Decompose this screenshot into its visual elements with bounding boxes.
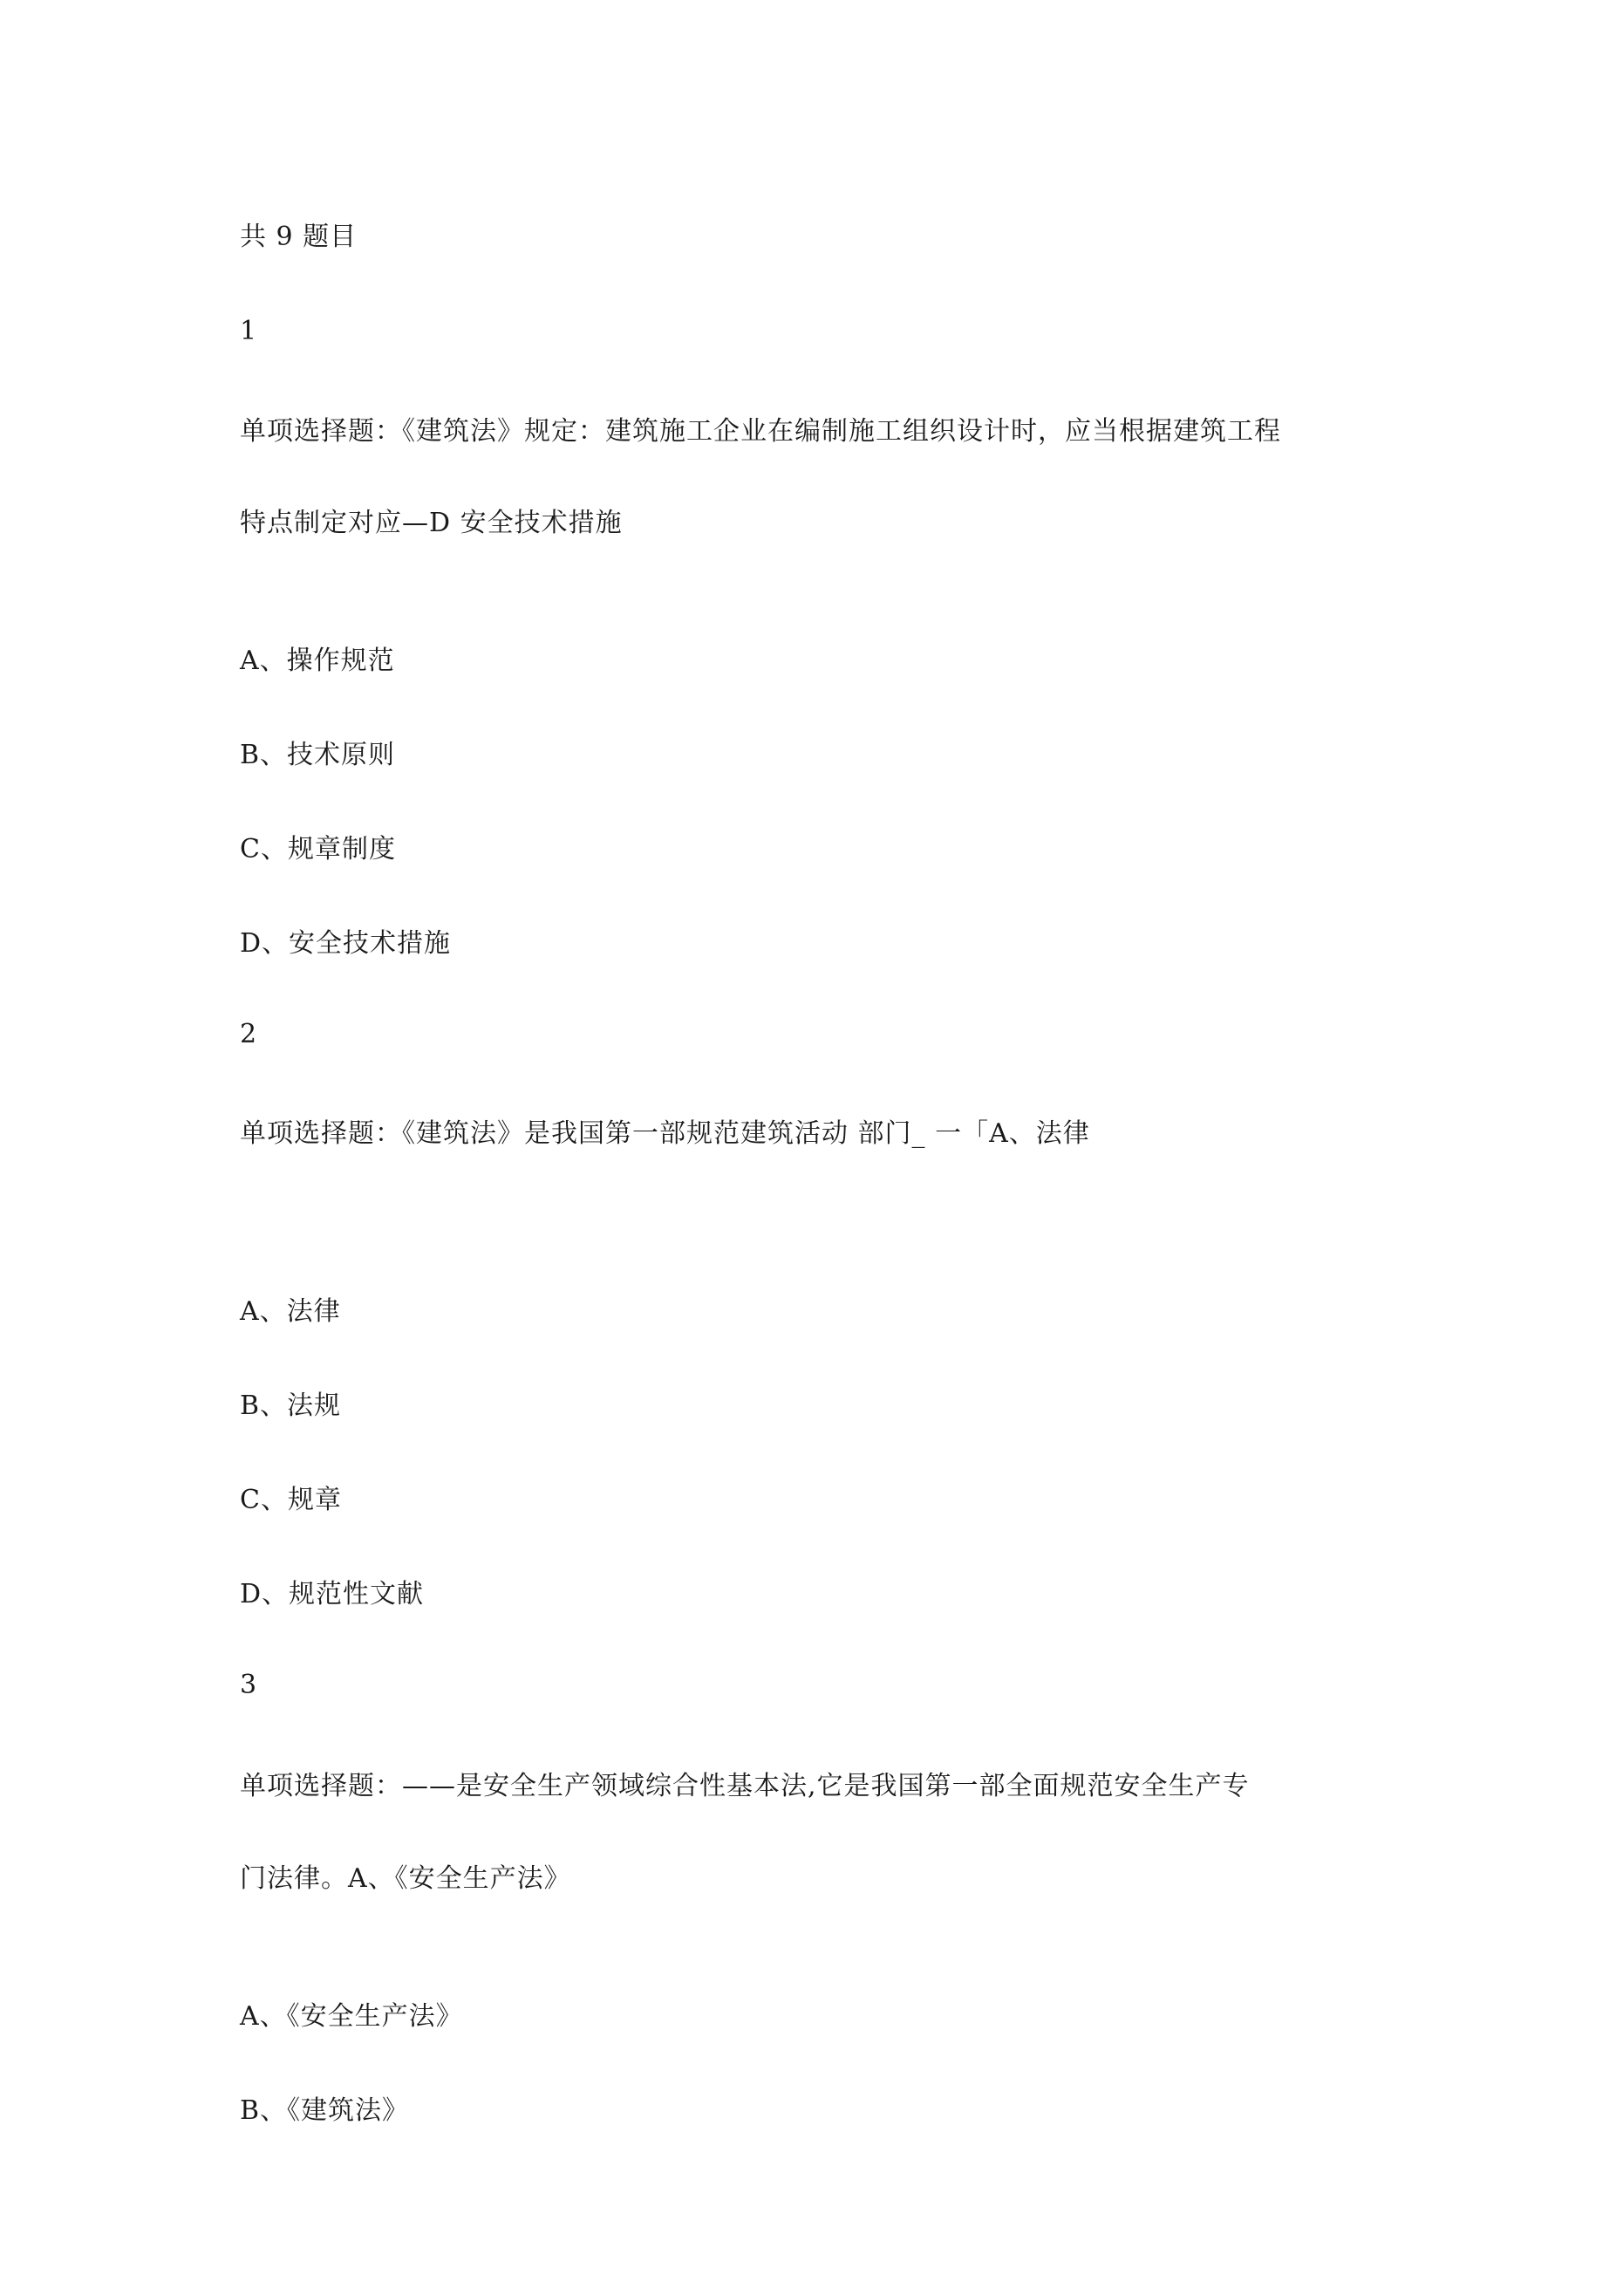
answer-option: D、规范性文献 xyxy=(240,1579,425,1609)
answer-option: B、《建筑法》 xyxy=(240,2095,410,2126)
answer-option: D、安全技术措施 xyxy=(240,928,452,959)
answer-option: C、规章制度 xyxy=(240,834,396,864)
answer-option: B、技术原则 xyxy=(240,740,396,770)
question-count: 共 9 题目 xyxy=(240,222,358,252)
answer-option: B、法规 xyxy=(240,1391,342,1421)
answer-option: A、操作规范 xyxy=(240,646,395,676)
answer-option: C、规章 xyxy=(240,1485,342,1515)
question-stem-line: 单项选择题：——是安全生产领域综合性基本法,它是我国第一部全面规范安全生产专 xyxy=(240,1771,1250,1801)
question-stem-line: 单项选择题：《建筑法》是我国第一部规范建筑活动 部门_ 一「A、法律 xyxy=(240,1118,1090,1149)
answer-option: A、法律 xyxy=(240,1296,341,1327)
question-number: 1 xyxy=(240,316,258,346)
question-stem-line: 单项选择题：《建筑法》规定：建筑施工企业在编制施工组织设计时，应当根据建筑工程 xyxy=(240,416,1281,447)
question-stem-line: 特点制定对应—D 安全技术措施 xyxy=(240,508,623,538)
question-number: 3 xyxy=(240,1670,258,1700)
question-stem-line: 门法律。A、《安全生产法》 xyxy=(240,1863,571,1894)
answer-option: A、《安全生产法》 xyxy=(240,2001,463,2032)
question-number: 2 xyxy=(240,1019,258,1049)
